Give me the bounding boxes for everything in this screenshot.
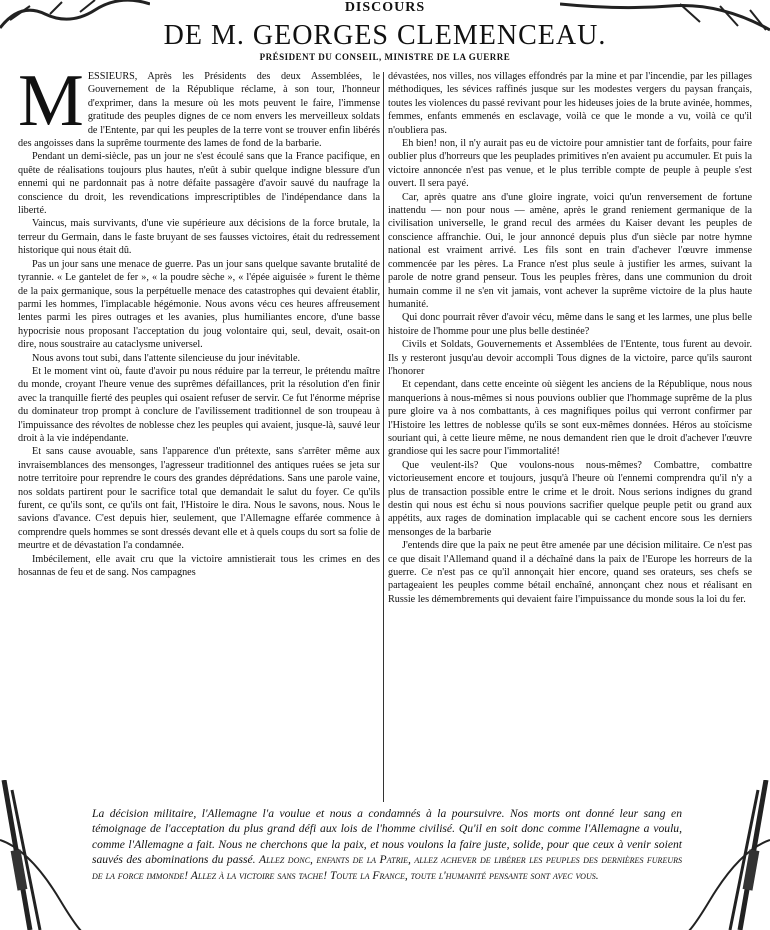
page-subtitle: PRÉSIDENT DU CONSEIL, MINISTRE DE LA GUERRE [259,52,511,62]
paragraph: Qui donc pourrait rêver d'avoir vécu, même dans le sang et les larmes, une plus belle histoire de l'homme pour une plus belle destinée? [388,312,752,337]
paragraph: J'entends dire que la paix ne peut être amenée par une décision militaire. Ce n'est pas ce que disait l'Allemand quand il a déchaîné dans la paix de l'Europe les horreurs de la guerre. Ce n'est pas ce qu'il annonçait hier encore, quand ses orateurs, ses chefs se partageaient les peuples comme bétail enchaîné, annonçant chez nous et réalisant en Russie les démembrements qui devaient faire l'impuissance du monde sous la loi du fer. [388,540,752,605]
paragraph: Que veulent-ils? Que voulons-nous nous-mêmes? Combattre, combattre victorieusement encore et toujours, jusqu'à l'heure où l'ennemi comprendra qu'il n'y a plus de transaction possible entre le crime et le droit. Nous serions indignes du grand destin qui nous est échu si nous pouvions sacrifier quelque peuple petit ou grand aux appétits, aux rages de domination implacable qui se cachent encore sous les derniers mensonges de la barbarie [388,459,752,538]
header-kicker: DISCOURS [344,0,426,15]
paragraph: MESSIEURS, Après les Présidents des deux Assemblées, le Gouvernement de la République réclame, à son tour, l'honneur d'exprimer, dans la mesure où les mots peuvent le faire, l'immense gratitude des peuples dignes de ce nom envers les merveilleux soldats de l'Entente, par qui les peuples de la terre vont se trouver enfin libérés des angoisses dans la suprême tourmente des lames de fond de la barbarie. [18,70,380,150]
column-divider [383,72,384,802]
paragraph: Pas un jour sans une menace de guerre. Pas un jour sans quelque savante brutalité de tyrannie. « Le gantelet de fer », « la poudre sèche », « l'épée aiguisée » furent le thème de la paix germanique, sous la perpétuelle menace des catastrophes qui devaient établir, parmi les hommes, l'implacable hégémonie. Nous avons vécu ces heures affreusement lentes parmi les pires outrages et les avanies, plus humiliantes encore, d'une basse hypocrisie nous proposant l'acceptation du joug volontaire qui, seul, devait, osait-on dire, nous soustraire au cataclysme universel. [18,258,380,351]
paragraph: Et cependant, dans cette enceinte où siègent les anciens de la République, nous nous manquerions à nous-mêmes si nous pouvions oublier que l'hommage suprême de la plus pure gloire va à nos combattants, à ces magnifiques poilus qui verront confirmer par l'Histoire les lettres de noblesse qu'ils se sont eux-mêmes données. Héros au stoïcisme souriant qui, à cette lieure même, ne nous demandent rien que le droit d'achever l'œuvre grandiose qui les sacre pour l'immortalité! [388,379,752,458]
paragraph: Et le moment vint où, faute d'avoir pu nous réduire par la terreur, le prétendu maître du monde, croyant l'heure venue des suprêmes défaillances, prit la résolution d'en finir avec la tranquille fierté des peuples qui osaient refuser de servir. Ce fut l'énorme méprise du dominateur trop prompt à conclure de l'avilissement traditionnel de son troupeau à l'impuissance des révoltes de noblesse chez les peuples qui avaient, jusque-là, sauvé leur droit à la vie indépendante. [18,365,380,444]
closing-statement [92,806,682,883]
paragraph: Civils et Soldats, Gouvernements et Assemblées de l'Entente, tous furent au devoir. Ils y resteront jusqu'au devoir accompli Tous dignes de la victoire, parce qu'ils sauront l'honorer [388,339,752,377]
left-column [18,70,380,806]
paragraph: Vaincus, mais survivants, d'une vie supérieure aux décisions de la force brutale, la terreur du Germain, dans le faste bruyant de ses fausses victoires, était du redressement historique qui nous était dû. [18,218,380,257]
dropcap: M [18,70,84,142]
paragraph: dévastées, nos villes, nos villages effondrés par la mine et par l'incendie, par les pillages méthodiques, les sévices raffinés jusque sur les modestes vergers du paysan français, toutes les violences du passé revivant pour les hideuses joies de la brute avinée, hommes, femmes, enfants emmenés en esclavage, voilà ce que le monde a vu, voilà ce qu'il n'oubliera pas. [388,71,752,136]
paragraph: Car, après quatre ans d'une gloire ingrate, voici qu'un renversement de fortune inattendu — non pour nous — amène, après le grand reniement germanique de la civilisation universelle, le grand recul des armées du Kaiser devant les peuples de conscience affranchie. Oui, le jour annoncé depuis plus d'un siècle par notre hymne national est vraiment arrivé. Les fils sont en train d'achever l'œuvre immense commencée par les pères. La France n'est plus seule à justifier les armes, suivant la parole de notre grand penseur. Tous les peuples frères, dans une communion du droit humain comme il ne s'en vit jamais, vont achever la suprême victoire de la plus haute humanité. [388,191,752,310]
paragraph: Eh bien! non, il n'y aurait pas eu de victoire pour amnistier tant de forfaits, pour faire oublier plus d'horreurs que les peuplades primitives n'en avaient pu accumuler. Et puis la victoire annoncée n'est pas venue, et le plus terrible compte de peuple à peuple s'est ouvert. Il sera payé. [388,138,752,190]
closing-call: Allez donc, enfants de la Patrie, allez achever de libérer les peuples des dernières fureurs de la force immonde! Allez à la victoire sans tache! Toute la France, toute l'humanité pensante sont avec vous. [92,853,682,882]
page-title: DE M. GEORGES CLEMENCEAU. [163,20,607,51]
paragraph: Imbécilement, elle avait cru que la victoire amnistierait tous les crimes en des hosannas de feu et de sang. Nos campagnes [18,553,380,579]
paragraph: Pendant un demi-siècle, pas un jour ne s'est écoulé sans que la France pacifique, en quête de réalisations toujours plus hautes, n'eût à subir quelque indigne blessure d'un ennemi qui ne pardonnait pas à notre défaite passagère d'avoir sauvé du naufrage la conscience du droit, les revendications imprescriptibles de l'indépendance dans la liberté. [18,151,380,217]
closing-text: La décision militaire, l'Allemagne l'a voulue et nous a condamnés à la poursuivre. Nos morts ont donné leur sang en témoignage de l'acceptation du plus grand défi aux lois de l'homme civilisé. Qu'il en soit donc comme l'Allemagne a voulu, comme l'Allemagne a fait. Nous ne cherchons que la paix, et nous voulons la faire juste, solide, pour que ceux à venir soient sauvés des abominations du passé. [92,807,682,867]
right-column [388,70,752,806]
paragraph: Et sans cause avouable, sans l'apparence d'un prétexte, sans s'arrêter même aux invraisemblances des mensonges, l'agresseur traditionnel des antiques ruées se jeta sur notre territoire pour reprendre le cours des grandes déprédations. Sans une parole vaine, nos soldats partirent pour le sacrifice total que demandait le salut du foyer. Ce qu'ils furent, ce qu'ils sont, ce qu'ils ont fait, l'Histoire le dira. Nous le savons, nous. Nous le savions d'avance. C'est depuis hier, seulement, que l'Allemagne effarée commence à comprendre quels hommes se sont dressés devant elle et à quels coups du sort sa folie de meurtre et de dévastation l'a condamnée. [18,446,380,552]
paragraph: Nous avons tout subi, dans l'attente silencieuse du jour inévitable. [32,352,301,364]
